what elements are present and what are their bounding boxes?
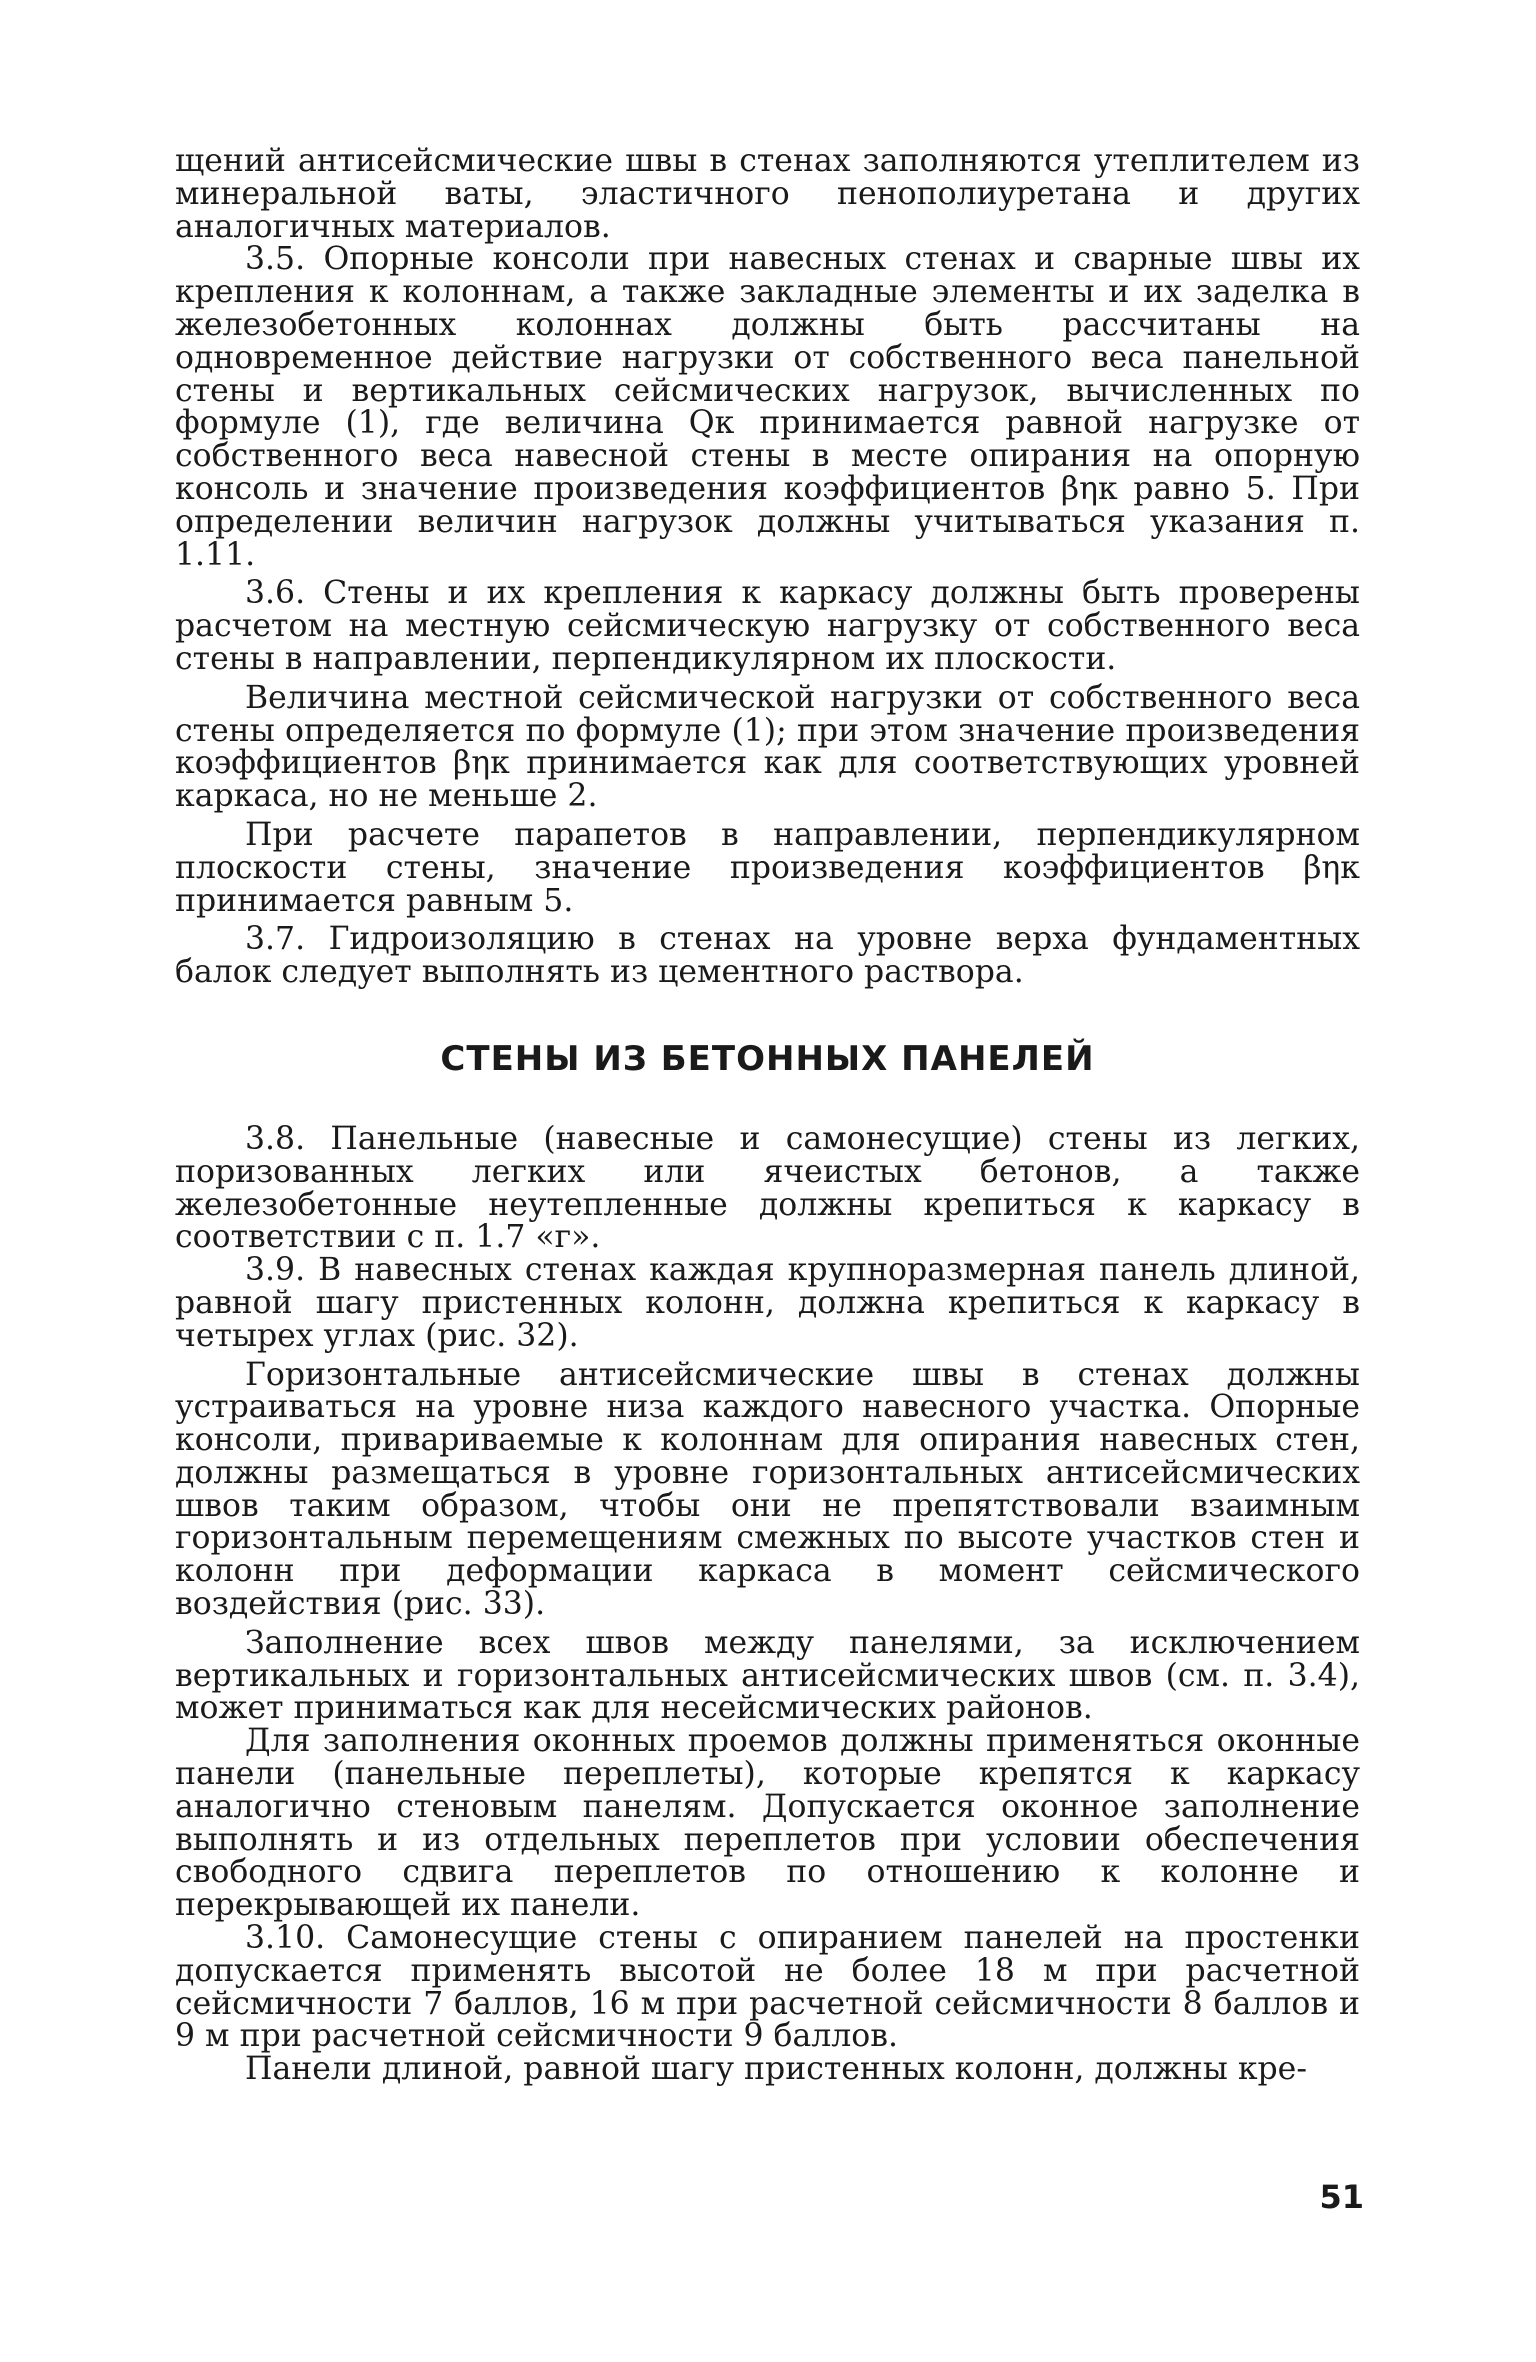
paragraph-window-openings: Для заполнения оконных проемов должны применяться оконные панели (панельные переплеты), которые крепятся к каркасу аналогично стеновым панелям. Допускается оконное заполнение выполнять и из отдельных переплетов при условии обеспечения свободного сдвига переплетов по отношению к колонне и перекрывающей их панели. — [175, 1723, 1360, 1924]
paragraph-3-5: 3.5. Опорные консоли при навесных стенах и сварные швы их крепления к колоннам, а также закладные элементы и их заделка в железобетонных колоннах должны быть рассчитаны на одновременное действие нагрузки от собственного веса панельной стены и вертикальных сейсмических нагрузок, вычисленных по формуле (1), где величина Qк принимается равной нагрузке от собственного веса навесной стены в месте опирания на опорную консоль и значение произведения коэффициентов βηк равно 5. При определении величин нагрузок должны учитываться указания п. 1.11. — [175, 241, 1360, 573]
paragraph-joint-filling: Заполнение всех швов между панелями, за исключением вертикальных и горизонтальных антисейсмических швов (см. п. 3.4), может приниматься как для несейсмических районов. — [175, 1624, 1360, 1727]
paragraph-horizontal-joints: Горизонтальные антисейсмические швы в стенах должны устраиваться на уровне низа каждого навесного участка. Опорные консоли, привариваемые к колоннам для опирания навесных стен, должны размещаться в уровне горизонтальных антисейсмических швов таким образом, чтобы они не препятствовали взаимным горизонтальным перемещениям смежных по высоте участков стен и колонн при деформации каркаса в момент сейсмического воздействия (рис. 33). — [175, 1356, 1360, 1623]
paragraph-3-7: 3.7. Гидроизоляцию в стенах на уровне верха фундаментных балок следует выполнять из цементного раствора. — [175, 921, 1360, 991]
paragraph-3-9: 3.9. В навесных стенах каждая крупноразмерная панель длиной, равной шагу пристенных колонн, должна крепиться к каркасу в четырех углах (рис. 32). — [175, 1252, 1360, 1354]
section-heading: СТЕНЫ ИЗ БЕТОННЫХ ПАНЕЛЕЙ — [440, 1038, 1095, 1079]
paragraph-continuation: щений антисейсмические швы в стенах заполняются утеплителем из минеральной ваты, эластичного пенополиуретана и других аналогичных материалов. — [175, 143, 1360, 245]
paragraph-panels-length: Панели длиной, равной шагу пристенных колонн, должны кре- — [245, 2051, 1307, 2088]
paragraph-local-seismic-load: Величина местной сейсмической нагрузки от собственного веса стены определяется по формуле (1); при этом значение произведения коэффициентов βηк принимается как для соответствующих уровней каркаса, но не меньше 2. — [175, 679, 1360, 815]
paragraph-3-6: 3.6. Стены и их крепления к каркасу должны быть проверены расчетом на местную сейсмическую нагрузку от собственного веса стены в направлении, перпендикулярном их плоскости. — [175, 575, 1360, 677]
paragraph-parapets: При расчете парапетов в направлении, перпендикулярном плоскости стены, значение произведения коэффициентов βηк принимается равным 5. — [175, 816, 1360, 919]
paragraph-3-10: 3.10. Самонесущие стены с опиранием панелей на простенки допускается применять высотой не более 18 м при расчетной сейсмичности 7 баллов, 16 м при расчетной сейсмичности 8 баллов и 9 м при расчетной сейсмичности 9 баллов. — [175, 1920, 1360, 2055]
page-number: 51 — [1319, 2178, 1364, 2216]
text-column — [175, 145, 1360, 2086]
paragraph-3-8: 3.8. Панельные (навесные и самонесущие) стены из легких, поризованных легких или ячеистых бетонов, а также железобетонные неутепленные должны крепиться к каркасу в соответствии с п. 1.7 «г». — [175, 1120, 1360, 1256]
